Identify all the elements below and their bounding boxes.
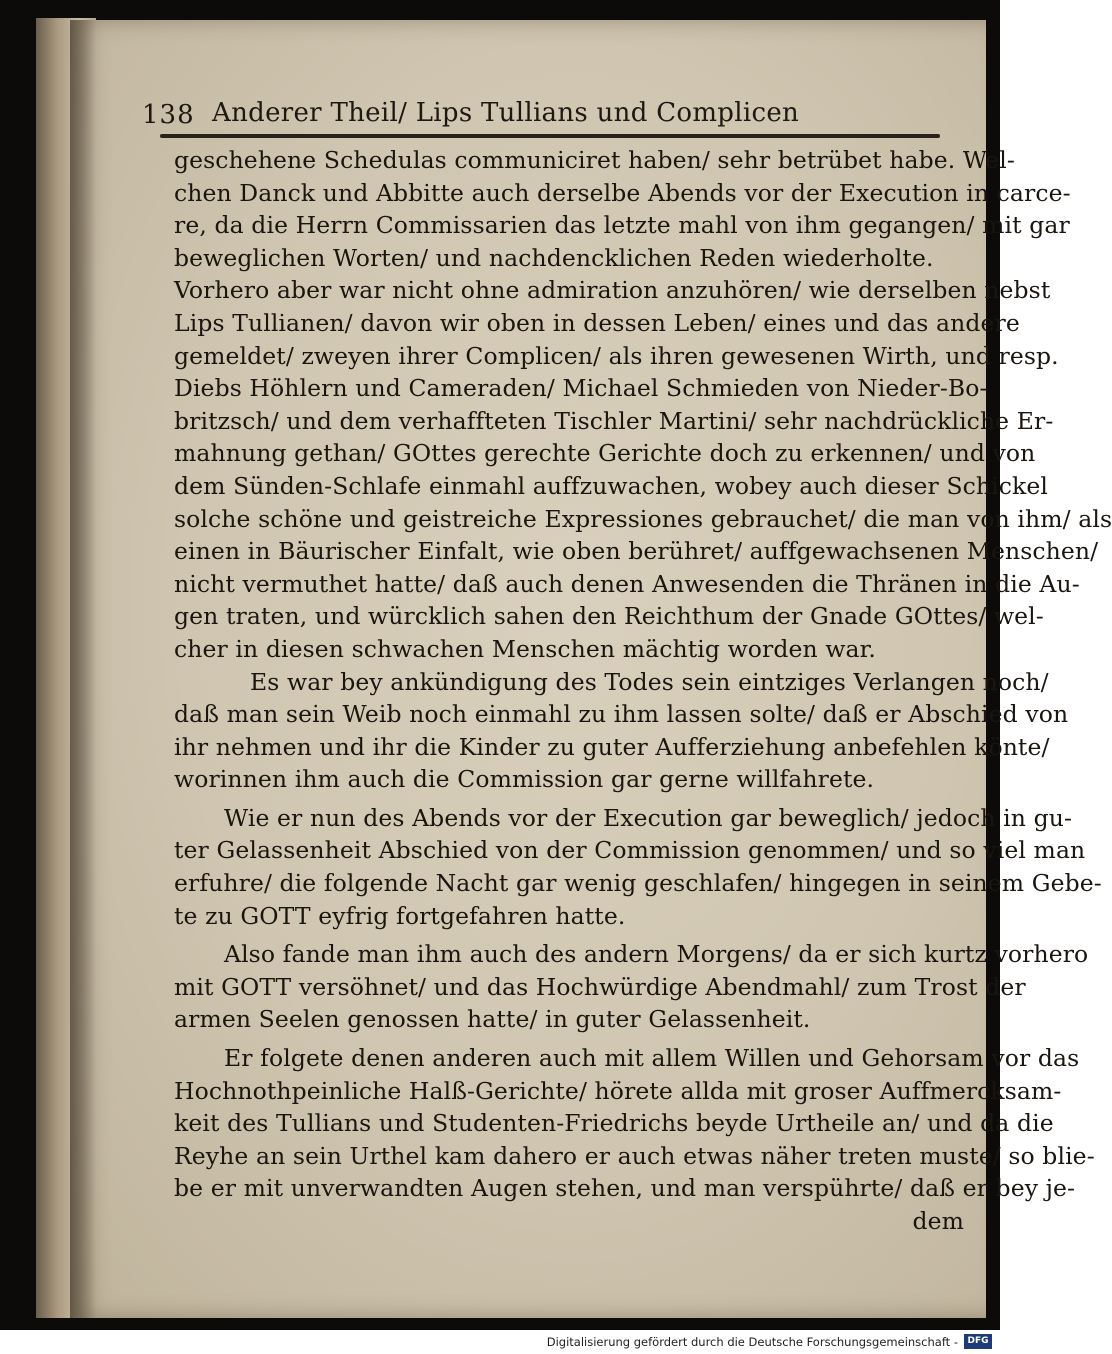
text-line: mit GOTT versöhnet/ und das Hochwürdige Abendmahl/ zum Trost der: [174, 972, 1026, 1001]
header-rule: [160, 134, 940, 138]
running-title: Anderer Theil/ Lips Tullians und Complicen: [212, 98, 800, 128]
text-line: Wie er nun des Abends vor der Execution gar beweglich/ jedoch in gu-: [224, 803, 1073, 832]
text-line: einen in Bäurischer Einfalt, wie oben berühret/ auffgewachsenen Menschen/: [174, 537, 1099, 566]
text-line: erfuhre/ die folgende Nacht gar wenig geschlafen/ hingegen in seinem Gebe-: [174, 869, 1102, 898]
text-line: ihr nehmen und ihr die Kinder zu guter Aufferziehung anbefehlen könte/: [174, 732, 1050, 761]
text-line: britzsch/ und dem verhaffteten Tischler Martini/ sehr nachdrückliche Er-: [174, 406, 1054, 435]
text-line: worinnen ihm auch die Commission gar gerne willfahrete.: [174, 765, 875, 794]
text-line: chen Danck und Abbitte auch derselbe Abends vor der Execution in carce-: [174, 178, 1071, 207]
page-header: [142, 96, 942, 130]
text-line: gen traten, und würcklich sahen den Reichthum der Gnade GOttes/ wel-: [174, 602, 1044, 631]
text-line: cher in diesen schwachen Menschen mächtig worden war.: [174, 634, 876, 663]
text-line: ter Gelassenheit Abschied von der Commission genommen/ und so viel man: [174, 836, 1086, 865]
text-line: nicht vermuthet hatte/ daß auch denen Anwesenden die Thränen in die Au-: [174, 569, 1080, 598]
text-line: Lips Tullianen/ davon wir oben in dessen Leben/ eines und das andere: [174, 308, 1020, 337]
text-line: gemeldet/ zweyen ihrer Complicen/ als ihren gewesenen Wirth, und resp.: [174, 341, 1059, 370]
body-text: [174, 144, 1112, 1238]
funding-notice: Digitalisierung gefördert durch die Deutsche Forschungsgemeinschaft -: [546, 1335, 958, 1349]
text-line: Diebs Höhlern und Cameraden/ Michael Schmieden von Nieder-Bo-: [174, 374, 988, 403]
page-number: 138: [142, 100, 195, 130]
text-line: Hochnothpeinliche Halß-Gerichte/ hörete allda mit groser Auffmercksam-: [174, 1076, 1062, 1105]
text-line: Er folgete denen anderen auch mit allem Willen und Gehorsam vor das: [224, 1044, 1080, 1073]
text-line: daß man sein Weib noch einmahl zu ihm lassen solte/ daß er Abschied von: [174, 700, 1069, 729]
text-line: be er mit unverwandten Augen stehen, und man verspührte/ daß er bey je-: [174, 1174, 1076, 1203]
text-line: Reyhe an sein Urthel kam dahero er auch etwas näher treten muste/ so blie-: [174, 1141, 1095, 1170]
text-line: armen Seelen genossen hatte/ in guter Gelassenheit.: [174, 1005, 811, 1034]
catchword: dem: [912, 1207, 964, 1235]
text-line: Es war bey ankündigung des Todes sein eintziges Verlangen noch/: [250, 667, 1049, 696]
text-line: Also fande man ihm auch des andern Morgens/ da er sich kurtz vorhero: [224, 940, 1089, 969]
text-line: geschehene Schedulas communiciret haben/ sehr betrübet habe. Wel-: [174, 146, 1015, 174]
text-line: Vorhero aber war nicht ohne admiration anzuhören/ wie derselben nebst: [174, 276, 1051, 305]
text-line: beweglichen Worten/ und nachdencklichen Reden wiederholte.: [174, 243, 934, 272]
footer-bar: [0, 1330, 1000, 1354]
text-line: re, da die Herrn Commissarien das letzte mahl von ihm gegangen/ mit gar: [174, 211, 1070, 240]
dfg-logo: DFG: [964, 1334, 992, 1349]
text-line: keit des Tullians und Studenten-Friedrichs beyde Urtheile an/ und da die: [174, 1109, 1054, 1138]
text-line: solche schöne und geistreiche Expressiones gebrauchet/ die man von ihm/ als: [174, 504, 1112, 533]
gutter-shadow: [70, 20, 96, 1318]
text-line: dem Sünden-Schlafe einmahl auffzuwachen, wobey auch dieser Schickel: [174, 471, 1048, 500]
text-line: mahnung gethan/ GOttes gerechte Gerichte doch zu erkennen/ und von: [174, 439, 1036, 468]
text-line: te zu GOTT eyfrig fortgefahren hatte.: [174, 901, 626, 930]
